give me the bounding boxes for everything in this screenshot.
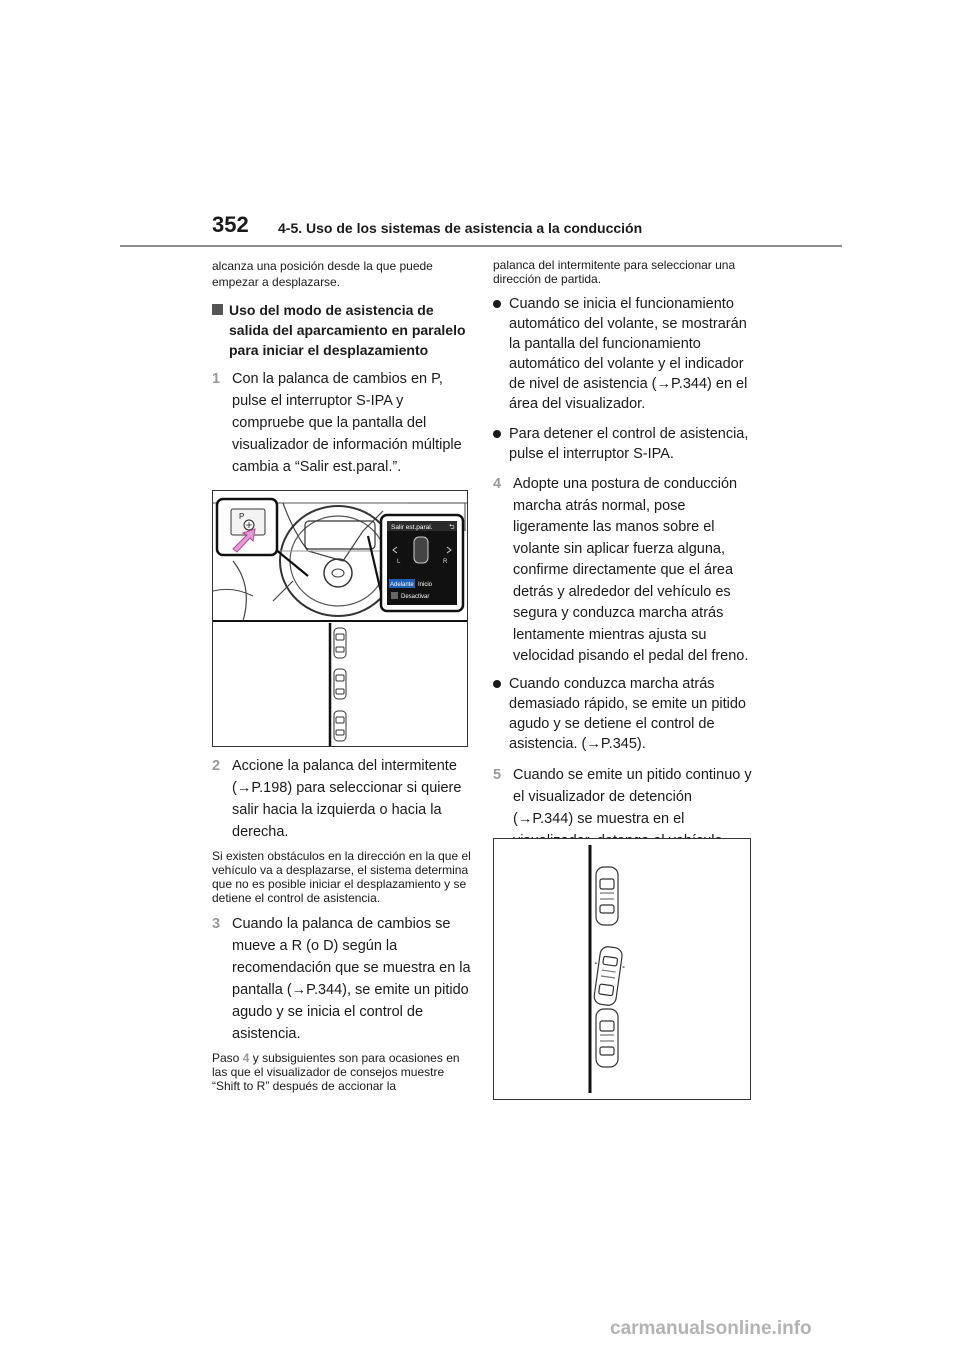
step-text: Cuando la palanca de cambios se mueve a R (o D) según la recomendación que se muestra en la pantalla (→P.344), se emite un pitido agudo y se inicia el control de asistencia. xyxy=(232,916,471,1042)
continued-text: palanca del intermitente para seleccionar una dirección de partida. xyxy=(493,258,736,286)
step-1 xyxy=(212,368,474,478)
bullet-icon xyxy=(493,300,501,308)
right-label: R xyxy=(443,559,448,565)
note-step-ref: 4 xyxy=(242,1051,250,1065)
note-obstacles: Si existen obstáculos en la dirección en la que el vehículo va a desplazarse, el sistema determina que no es posible iniciar el desplazamiento y se detiene el control de asistencia. xyxy=(212,849,471,905)
parking-exit-illustration xyxy=(493,838,751,1100)
bullet-steering xyxy=(493,294,755,414)
step-number: 3 xyxy=(212,916,221,932)
section-heading xyxy=(212,300,474,360)
step-text: Cuando se emite un pitido continuo y el visualizador de detención (→P.344) se muestra en el xyxy=(513,766,752,827)
bullet-text: Cuando conduzca marcha atrás demasiado rápido, se emite un pitido agudo y se detiene el control de asistencia. (→P.345). xyxy=(509,675,746,752)
bullet-text: Cuando se inicia el funcionamiento automático del volante, se mostrarán la pantalla del funcionamiento automático del volante y el indicador de nivel de asistencia (→P.344) en el área del visualizador. xyxy=(509,296,748,412)
bullet-icon xyxy=(493,680,501,688)
bullet-icon xyxy=(493,430,501,438)
step-number: 4 xyxy=(493,476,502,492)
step-text: Accione la palanca del intermitente (→P.198) para seleccionar si quiere salir hacia la izquierda o hacia la derecha. xyxy=(232,758,462,840)
step-number: 2 xyxy=(212,758,221,774)
step-2 xyxy=(212,755,474,843)
step-text: Con la palanca de cambios en P, pulse el interruptor S-IPA y compruebe que la pantalla del visualizador de información múltiple cambia a “Salir est.paral.”. xyxy=(232,371,462,475)
watermark: carmanualsonline.info xyxy=(610,1318,812,1339)
bullet-speed xyxy=(493,674,755,754)
screen-title: Salir est.paral. xyxy=(391,524,433,531)
section-heading-text: Uso del modo de asistencia de salida del aparcamiento en paralelo para iniciar el desplazamiento xyxy=(229,302,466,358)
intro-text: alcanza una posición desde la que puede empezar a desplazarse. xyxy=(212,259,433,289)
step-text: Adopte una postura de conducción marcha atrás normal, pose ligeramente las manos sobre el volante sin aplicar fuerza alguna, confirme directamente que el área detrás y alrededor del vehículo es segura y conduzca marcha atrás lentamente mientras ajusta su velocidad pisando el pedal del freno. xyxy=(513,476,749,664)
svg-text:⮌: ⮌ xyxy=(449,524,455,531)
step-number: 5 xyxy=(493,766,502,783)
dashboard-illustration xyxy=(212,490,468,747)
left-label: L xyxy=(397,559,401,565)
note-post: y subsiguientes son para ocasiones en las que el visualizador de consejos muestre “Shift to R” después de accionar la xyxy=(212,1051,460,1093)
inicio-label: Inicio xyxy=(418,582,433,588)
bullet-text: Para detener el control de asistencia, pulse el interruptor S-IPA. xyxy=(509,426,749,462)
step-3 xyxy=(212,913,474,1045)
header-rule xyxy=(120,245,842,247)
note-step4 xyxy=(212,1051,474,1093)
adelante-label: Adelante xyxy=(390,582,414,588)
right-column xyxy=(493,258,755,858)
step-number: 1 xyxy=(212,371,221,387)
square-bullet-icon xyxy=(212,304,223,315)
section-title: 4-5. Uso de los sistemas de asistencia a la conducción xyxy=(278,220,643,236)
desactivar-label: Desactivar xyxy=(401,594,430,600)
p-label: P xyxy=(239,512,245,521)
bullet-stop xyxy=(493,424,755,464)
left-column xyxy=(212,258,474,1101)
step-4 xyxy=(493,474,755,668)
note-pre: Paso xyxy=(212,1051,240,1065)
page-number: 352 xyxy=(212,212,249,237)
